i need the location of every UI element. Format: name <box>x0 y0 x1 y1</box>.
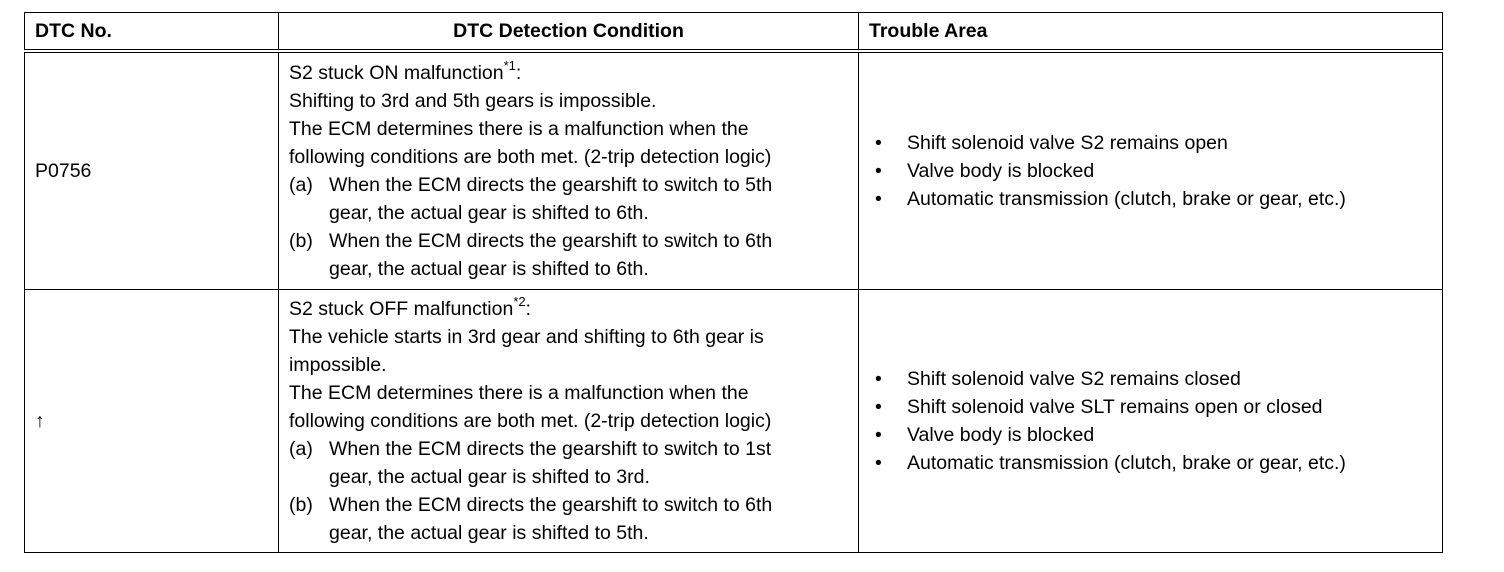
condition-line: The ECM determines there is a malfunction when the <box>289 118 749 140</box>
condition-item-a <box>289 435 848 491</box>
trouble-area-text: Shift solenoid valve SLT remains open or closed <box>907 396 1323 418</box>
item-line: When the ECM directs the gearshift to switch to 6th <box>329 494 773 516</box>
bullet-icon: • <box>875 160 882 182</box>
table-row <box>25 51 1443 290</box>
condition-line: The ECM determines there is a malfunction when the <box>289 382 749 404</box>
item-line: gear, the actual gear is shifted to 5th. <box>329 522 649 544</box>
condition-line: following conditions are both met. (2-trip detection logic) <box>289 146 772 168</box>
bullet-icon: • <box>875 452 882 474</box>
condition-item-a <box>289 171 848 227</box>
table-row <box>25 290 1443 553</box>
detection-condition-cell <box>279 290 859 553</box>
list-item <box>869 129 1432 157</box>
bullet-icon: • <box>875 368 882 390</box>
item-label: (b) <box>289 494 313 516</box>
trouble-area-text: Valve body is blocked <box>907 160 1095 182</box>
list-item <box>869 449 1432 477</box>
list-item <box>869 421 1432 449</box>
trouble-area-cell <box>859 51 1443 290</box>
condition-text <box>289 295 848 547</box>
item-line: gear, the actual gear is shifted to 6th. <box>329 258 649 280</box>
trouble-area-text: Automatic transmission (clutch, brake or gear, etc.) <box>907 188 1346 210</box>
trouble-area-list <box>869 365 1432 477</box>
condition-line: following conditions are both met. (2-trip detection logic) <box>289 410 772 432</box>
table-header-row <box>25 13 1443 52</box>
list-item <box>869 185 1432 213</box>
trouble-area-text: Valve body is blocked <box>907 424 1095 446</box>
item-line: gear, the actual gear is shifted to 6th. <box>329 202 649 224</box>
trouble-area-cell <box>859 290 1443 553</box>
condition-line: impossible. <box>289 354 387 376</box>
condition-title-text: S2 stuck ON malfunction <box>289 62 504 84</box>
bullet-icon: • <box>875 132 882 154</box>
condition-item-b <box>289 227 848 283</box>
bullet-icon: • <box>875 396 882 418</box>
item-label: (b) <box>289 230 313 252</box>
condition-title <box>289 295 848 323</box>
condition-text <box>289 59 848 283</box>
list-item <box>869 157 1432 185</box>
item-line: When the ECM directs the gearshift to switch to 1st <box>329 438 772 460</box>
trouble-area-text: Shift solenoid valve S2 remains open <box>907 132 1228 154</box>
trouble-area-text: Shift solenoid valve S2 remains closed <box>907 368 1241 390</box>
dtc-number-cell: ↑ <box>25 290 279 553</box>
condition-line: The vehicle starts in 3rd gear and shifting to 6th gear is <box>289 326 764 348</box>
condition-line: Shifting to 3rd and 5th gears is impossible. <box>289 90 657 112</box>
condition-title-text: S2 stuck OFF malfunction <box>289 298 514 320</box>
trouble-area-list <box>869 129 1432 213</box>
item-line: When the ECM directs the gearshift to switch to 6th <box>329 230 773 252</box>
item-line: gear, the actual gear is shifted to 3rd. <box>329 466 650 488</box>
detection-condition-cell <box>279 51 859 290</box>
list-item <box>869 393 1432 421</box>
header-trouble-area: Trouble Area <box>859 13 1443 52</box>
item-line: When the ECM directs the gearshift to switch to 5th <box>329 174 773 196</box>
bullet-icon: • <box>875 424 882 446</box>
condition-title <box>289 59 848 87</box>
dtc-table <box>24 12 1443 553</box>
header-dtc-no: DTC No. <box>25 13 279 52</box>
footnote-marker: *1 <box>503 57 516 73</box>
condition-item-b <box>289 491 848 547</box>
header-detection-condition: DTC Detection Condition <box>279 13 859 52</box>
item-label: (a) <box>289 174 313 196</box>
footnote-marker: *2 <box>513 293 526 309</box>
item-label: (a) <box>289 438 313 460</box>
list-item <box>869 365 1432 393</box>
title-colon: : <box>515 62 522 84</box>
bullet-icon: • <box>875 188 882 210</box>
trouble-area-text: Automatic transmission (clutch, brake or gear, etc.) <box>907 452 1346 474</box>
dtc-number-cell: P0756 <box>25 51 279 290</box>
title-colon: : <box>525 298 532 320</box>
